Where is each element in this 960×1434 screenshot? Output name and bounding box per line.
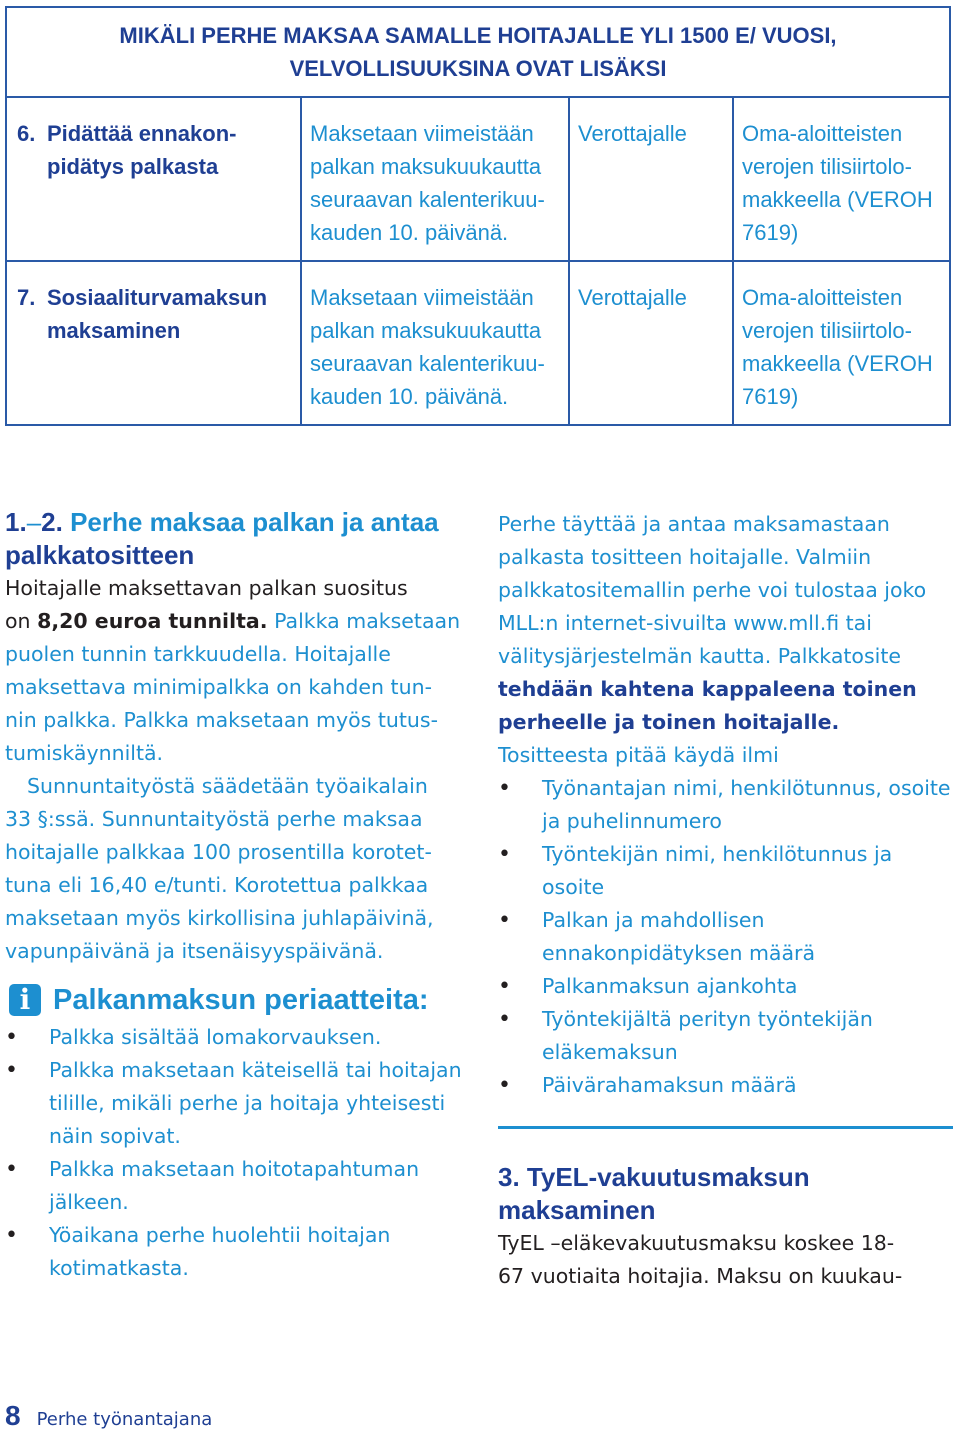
cell-line: 7619) [742,220,799,245]
receipt-items-list [498,772,953,1102]
table-header-line: MIKÄLI PERHE MAKSAA SAMALLE HOITAJALLE YLI 1500 E/ VUOSI, [119,23,837,48]
section-heading: palkkatositteen [5,540,195,570]
text-line: Hoitajalle maksettavan palkan suositus [5,576,408,600]
text-line: hoitajalle palkkaa 100 prosentilla korotet- [5,840,432,864]
paragraph [498,1227,953,1293]
list-item: • Palkka sisältää lomakorvauksen. [5,1021,475,1054]
list-item: • Työnantajan nimi, henkilötunnus, osoite ja puhelinnumero [498,772,953,838]
page-number: 8 [5,1400,21,1431]
heading-text: TyEL-vakuutusmaksun [526,1162,810,1192]
text-line: 67 vuotiaita hoitajia. Maksu on kuukau- [498,1264,903,1288]
publication-title: Perhe työnantajana [36,1409,213,1430]
text-line: tehdään kahtena kappaleena toinen [498,677,917,701]
text-bold: 8,20 euroa tunnilta [37,609,260,633]
row-method-cell [734,262,949,424]
list-item: • Palkan ja mahdollisen ennakonpidätyksen määrä [498,904,953,970]
text-line: on 8,20 euroa tunnilta. Palkka maksetaan [5,609,461,633]
heading-text: Perhe maksaa palkan ja antaa [70,507,439,537]
cell-line: kauden 10. päivänä. [310,220,509,245]
heading-number: 1. [5,507,27,537]
cell-line: verojen tilisiirtolo- [742,318,912,343]
text-line: TyEL –eläkevakuutusmaksu koskee 18- [498,1231,895,1255]
text-line: Sunnuntaityöstä säädetään työaikalain [27,774,428,798]
right-column [498,508,953,1293]
list-item: • Päivärahamaksun määrä [498,1069,953,1102]
cell-line: verojen tilisiirtolo- [742,154,912,179]
text-span: Palkka maksetaan myös tutus- [123,708,438,732]
cell-line: seuraavan kalenterikuu- [310,351,545,376]
cell-line: Verottajalle [578,285,687,310]
text-line [5,869,475,902]
heading-dash: – [26,507,42,537]
cell-line: palkan maksukuukautta [310,318,542,343]
text-span: tuna eli 16,40 e/tunti. [5,873,228,897]
cell-line: Oma-aloitteisten [742,121,903,146]
row-title: pidätys palkasta [47,154,219,179]
paragraph [498,508,953,772]
table-row [7,262,949,424]
row-method-cell [734,98,949,260]
row-title-cell [7,262,302,424]
cell-line: Maksetaan viimeistään [310,121,534,146]
heading-number: 3. [498,1162,520,1192]
row-number: 6. [17,121,36,146]
cell-line: palkan maksukuukautta [310,154,542,179]
page-footer [5,1400,212,1432]
row-number: 7. [17,285,36,310]
text-line: maksettava minimipalkka on kahden tun- [5,675,432,699]
list-item: • Palkka maksetaan hoitotapahtuman jälkeen. [5,1153,475,1219]
text-span: Sunnuntaityöstä perhe maksaa [101,807,423,831]
info-list [5,1021,475,1285]
list-item: • Työntekijän nimi, henkilötunnus ja osoite [498,838,953,904]
row-recipient-cell [570,98,734,260]
text-span: on [5,609,31,633]
text-line: palkasta tositteen hoitajalle. Valmiin [498,545,872,569]
paragraph [5,572,475,968]
text-line: maksetaan myös kirkollisina juhlapäivinä, [5,906,434,930]
text-line: perheelle ja toinen hoitajalle. [498,710,840,734]
text-line: tumiskäynniltä. [5,741,164,765]
text-line: Tositteesta pitää käydä ilmi [498,743,779,767]
info-icon: i [9,984,41,1016]
info-title: Palkanmaksun periaatteita: [53,984,429,1016]
cell-line: 7619) [742,384,799,409]
text-line: MLL:n internet-sivuilta www.mll.fi tai [498,611,872,635]
list-item: • Työntekijältä perityn työntekijän eläkemaksun [498,1003,953,1069]
text-line: palkkatositemallin perhe voi tulostaa joko [498,578,927,602]
cell-line: seuraavan kalenterikuu- [310,187,545,212]
text-span: Korotettua palkkaa [234,873,429,897]
text-line: Perhe täyttää ja antaa maksamastaan [498,512,890,536]
cell-line: makkeella (VEROH [742,187,933,212]
text-line [5,638,475,671]
section-divider [498,1126,953,1129]
text-span: nin palkka. [5,708,117,732]
table-header [7,8,949,98]
cell-line: Maksetaan viimeistään [310,285,534,310]
list-item: • Palkka maksetaan käteisellä tai hoitajan tilille, mikäli perhe ja hoitaja yhteisesti näin sopivat. [5,1054,475,1153]
row-title: Sosiaaliturvamaksun [47,285,268,310]
table-row [7,98,949,262]
text-line: välitysjärjestelmän kautta. Palkkatosite [498,644,901,668]
row-title: maksaminen [47,318,181,343]
list-item: • Yöaikana perhe huolehtii hoitajan kotimatkasta. [5,1219,475,1285]
row-when-cell [302,262,570,424]
row-recipient-cell [570,262,734,424]
cell-line: Verottajalle [578,121,687,146]
cell-line: kauden 10. päivänä. [310,384,509,409]
obligations-table [5,6,951,426]
cell-line: Oma-aloitteisten [742,285,903,310]
row-when-cell [302,98,570,260]
text-span: 33 §:ssä. [5,807,96,831]
section-heading [5,506,475,539]
text-span: Hoitajalle [294,642,391,666]
row-title: Pidättää ennakon- [47,121,237,146]
list-item: • Palkanmaksun ajankohta [498,970,953,1003]
text-span: Palkka maksetaan [274,609,461,633]
text-span: puolen tunnin tarkkuudella. [5,642,288,666]
text-line [5,803,475,836]
left-column [5,506,475,1285]
cell-line: makkeella (VEROH [742,351,933,376]
text-line: vapunpäivänä ja itsenäisyyspäivänä. [5,939,384,963]
heading-number: 2. [41,507,63,537]
text-line [5,704,475,737]
section-heading [498,1161,953,1194]
info-heading [5,979,475,1021]
section-heading: maksaminen [498,1195,656,1225]
row-title-cell [7,98,302,260]
table-header-line: VELVOLLISUUKSINA OVAT LISÄKSI [289,56,667,81]
